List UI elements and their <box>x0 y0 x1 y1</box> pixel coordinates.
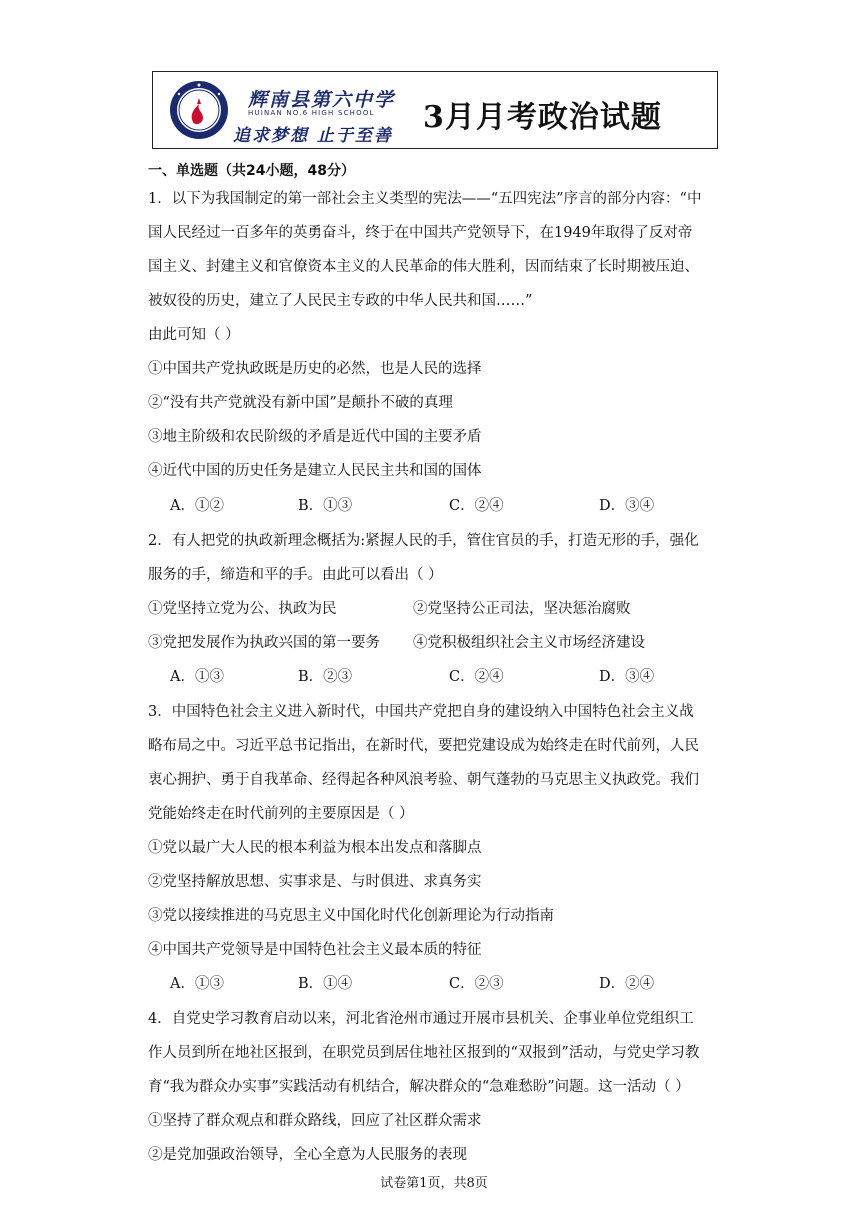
q2-line: 2．有人把党的执政新理念概括为:紧握人民的手，管住官员的手，打造无形的手，强化 <box>148 533 699 549</box>
school-english-name: HUINAN NO.6 HIGH SCHOOL <box>248 109 375 117</box>
q2-line: 服务的手，缔造和平的手。由此可以看出（ ） <box>148 567 443 583</box>
q3-line: 党能始终走在时代前列的主要原因是（ ） <box>148 806 414 822</box>
q3-line: 略布局之中。习近平总书记指出，在新时代，要把党建设成为始终走在时代前列，人民 <box>148 738 699 754</box>
q3-option-d: D．②④ <box>599 976 655 992</box>
q2-statement: ①党坚持立党为公、执政为民 <box>148 601 337 617</box>
q2-statement: ②党坚持公正司法，坚决惩治腐败 <box>413 601 631 617</box>
section-title: 一、单选题（共24小题，48分） <box>148 163 355 179</box>
q3-statement: ②党坚持解放思想、实事求是、与时俱进、求真务实 <box>148 874 482 890</box>
q1-line: 1．以下为我国制定的第一部社会主义类型的宪法——“五四宪法”序言的部分内容：“中 <box>148 191 702 207</box>
q3-option-c: C．②③ <box>449 976 504 992</box>
q1-statement: ①中国共产党执政既是历史的必然，也是人民的选择 <box>148 361 482 377</box>
q2-option-c: C．②④ <box>449 669 504 685</box>
q1-statement: ④近代中国的历史任务是建立人民民主共和国的国体 <box>148 463 482 479</box>
q1-statement: ②“没有共产党就没有新中国”是颠扑不破的真理 <box>148 395 453 411</box>
q3-statement: ①党以最广大人民的根本利益为根本出发点和落脚点 <box>148 840 482 856</box>
exam-title: 3月月考政治试题 <box>423 100 662 135</box>
page-footer: 试卷第1页，共8页 <box>380 1176 488 1191</box>
q1-statement: ③地主阶级和农民阶级的矛盾是近代中国的主要矛盾 <box>148 429 482 445</box>
school-motto: 追求梦想 止于至善 <box>233 126 393 146</box>
school-name: 辉南县第六中学 <box>248 89 396 111</box>
q1-option-a: A．①② <box>170 498 224 514</box>
school-logo-icon <box>169 80 229 140</box>
q1-line: 国主义、封建主义和官僚资本主义的人民革命的伟大胜利，因而结束了长时期被压迫、 <box>148 259 699 275</box>
q4-statement: ②是党加强政治领导，全心全意为人民服务的表现 <box>148 1147 467 1163</box>
q4-line: 4．自党史学习教育启动以来，河北省沧州市通过开展市县机关、企事业单位党组织工 <box>148 1011 694 1027</box>
q1-option-c: C．②④ <box>449 498 504 514</box>
q3-statement: ③党以接续推进的马克思主义中国化时代化创新理论为行动指南 <box>148 908 554 924</box>
q2-option-a: A．①③ <box>170 669 224 685</box>
q3-statement: ④中国共产党领导是中国特色社会主义最本质的特征 <box>148 942 482 958</box>
q2-option-d: D．③④ <box>599 669 655 685</box>
q1-line: 由此可知（ ） <box>148 327 240 343</box>
q2-statement: ③党把发展作为执政兴国的第一要务 <box>148 635 380 651</box>
header-box <box>152 71 718 149</box>
q3-option-b: B．①④ <box>298 976 353 992</box>
q4-line: 育“我为群众办实事”实践活动有机结合，解决群众的“急难愁盼”问题。这一活动（ ） <box>148 1079 690 1095</box>
q4-line: 作人员到所在地社区报到，在职党员到居住地社区报到的“双报到”活动，与党史学习教 <box>148 1045 700 1061</box>
q1-option-d: D．③④ <box>599 498 655 514</box>
q3-line: 衷心拥护、勇于自我革命、经得起各种风浪考验、朝气蓬勃的马克思主义执政党。我们 <box>148 772 699 788</box>
q3-line: 3．中国特色社会主义进入新时代，中国共产党把自身的建设纳入中国特色社会主义战 <box>148 704 694 720</box>
q3-option-a: A．①③ <box>170 976 224 992</box>
q2-statement: ④党积极组织社会主义市场经济建设 <box>413 635 645 651</box>
q4-statement: ①坚持了群众观点和群众路线，回应了社区群众需求 <box>148 1113 482 1129</box>
q2-option-b: B．②③ <box>298 669 353 685</box>
q1-option-b: B．①③ <box>298 498 353 514</box>
q1-line: 被奴役的历史，建立了人民民主专政的中华人民共和国……” <box>148 293 533 309</box>
q1-line: 国人民经过一百多年的英勇奋斗，终于在中国共产党领导下，在1949年取得了反对帝 <box>148 225 693 241</box>
